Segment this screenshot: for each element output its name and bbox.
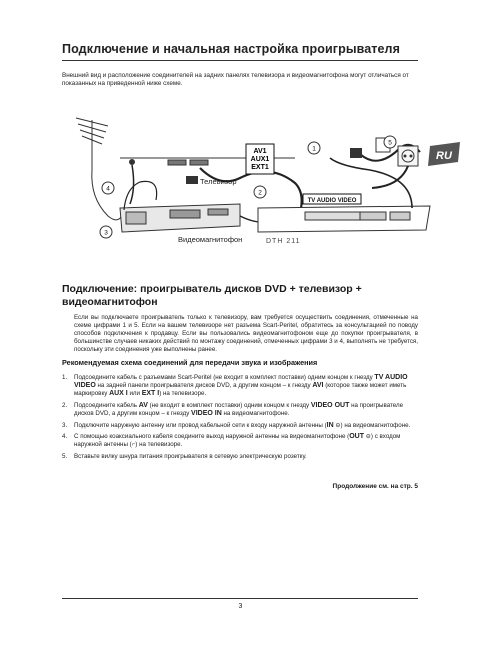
power-outlet-icon xyxy=(398,146,418,166)
antenna-icon xyxy=(76,118,124,220)
marker-3-label: 3 xyxy=(104,229,108,237)
ru-badge xyxy=(428,142,460,166)
connection-diagram xyxy=(60,108,460,250)
step-1: 1. Подсоедините кабель с разъемами Scart-Peritel (не входит в комплект поставки) одним концом к гнезду TV AUDIO VIDEO на задней панели проигрывателя дисков DVD, а другим концом – к гнезду AVI (которое также может иметь маркировку AUX I или EXT I) на телевизоре. xyxy=(62,374,408,397)
ru-badge-text: RU xyxy=(436,150,452,162)
page-title: Подключение и начальная настройка проигрывателя xyxy=(62,42,400,56)
tv-scart-port-2 xyxy=(190,160,208,165)
title-rule xyxy=(62,60,418,61)
tv-scart-port-1 xyxy=(168,160,186,165)
page-number: 3 xyxy=(238,603,243,610)
step-4: 4. С помощью коаксиального кабеля соедините выход наружной антенны на видеомагнитофоне (OUT ⊖) с входом наружной антенны (⌐) на телевизоре. xyxy=(62,433,401,449)
vcr-unit xyxy=(120,204,240,232)
tv-antenna-in xyxy=(130,160,135,165)
coax-cable-4 xyxy=(130,165,134,204)
vcr-label: Видеомагнитофон xyxy=(178,235,243,244)
tv-label: Телевизор xyxy=(200,177,237,186)
scart-plug-1 xyxy=(350,148,362,158)
coax-cable-3 xyxy=(124,181,157,210)
section-subheading: Рекомендуемая схема соединений для передачи звука и изображения xyxy=(62,358,318,367)
marker-2-label: 2 xyxy=(258,189,262,197)
footer-rule xyxy=(62,598,418,599)
steps-list xyxy=(62,374,418,465)
step-3: 3. Подключите наружную антенну или провод кабельной сети к входу наружной антенны (IN ⊖) на видеомагнитофоне. xyxy=(62,421,411,429)
marker-5-label: 5 xyxy=(388,139,392,147)
section-paragraph: Если вы подключаете проигрыватель только к телевизору, вам требуется осуществить соединения, отмеченные на схеме цифрами 1 и 5. Если на вашем телевизоре нет разъема Scart-Peritel, обратитесь за консультацией по поводу способов подключения к продавцу. Если вы пользовались видеомагнитофоном еще до покупки проигрывателя, в большинстве случаев никаких действий по монтажу соединений, отмеченных цифрами 3 и 4, выполнять не требуется, поскольку эти соединения уже выполнены ранее. xyxy=(74,314,418,353)
scart-label-aux1: AUX1 xyxy=(250,156,270,163)
player-jack-text: TV AUDIO VIDEO xyxy=(307,198,357,204)
section-heading: Подключение: проигрыватель дисков DVD + телевизор + видеомагнитофон xyxy=(62,283,362,308)
step-5: 5. Вставьте вилку шнура питания проигрывателя в сетевую электрическую розетку. xyxy=(62,453,307,461)
marker-4-label: 4 xyxy=(106,185,110,193)
continued-note: Продолжение см. на стр. 5 xyxy=(332,483,418,490)
scart-plug-tv xyxy=(186,176,198,184)
scart-label-ext1: EXT1 xyxy=(251,164,269,171)
step-2: 2. Подсоедините кабель AV (не входит в комплект поставки) одним концом к гнезду VIDEO OUT на проигрывателе дисков DVD, а другим концом – к гнезду VIDEO IN на видеомагнитофоне. xyxy=(62,401,404,417)
intro-text: Внешний вид и расположение соединителей на задних панелях телевизора и видеомагнитофона могут отличаться от показанных на приведенной ниже схеме. xyxy=(62,72,409,88)
scart-label-av1: AV1 xyxy=(253,148,267,155)
player-label: DTH 211 xyxy=(266,238,301,245)
marker-1-label: 1 xyxy=(312,145,316,153)
